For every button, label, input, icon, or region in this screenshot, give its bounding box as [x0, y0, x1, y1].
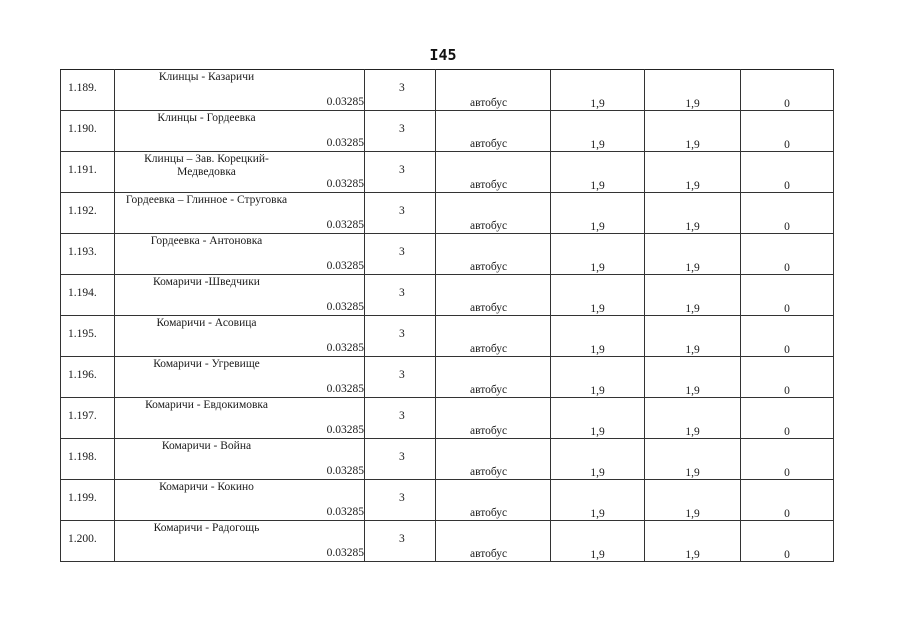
price-cell [298, 357, 365, 398]
class-value: 3 [399, 287, 405, 299]
row-number-cell [61, 439, 115, 480]
vehicle-type-cell [436, 152, 551, 193]
class-cell [365, 521, 436, 562]
price-cell [298, 70, 365, 111]
value-3: 0 [784, 262, 790, 274]
value-2: 1,9 [685, 262, 700, 274]
value-1-cell [551, 439, 645, 480]
route-cell [115, 111, 299, 152]
value-1: 1,9 [590, 262, 605, 274]
row-number-cell [61, 193, 115, 234]
route-cell [115, 234, 299, 275]
route-name: Гордеевка – Глинное - Струговка [125, 194, 288, 206]
value-2-cell [645, 275, 741, 316]
value-2-cell [645, 521, 741, 562]
value-3-cell [741, 193, 834, 234]
value-2-cell [645, 357, 741, 398]
vehicle-type: автобус [470, 97, 508, 109]
value-1-cell [551, 480, 645, 521]
class-value: 3 [399, 328, 405, 340]
value-1: 1,9 [590, 385, 605, 397]
table-row [61, 480, 834, 521]
row-number-cell [61, 521, 115, 562]
route-cell [115, 357, 299, 398]
vehicle-type-cell [436, 193, 551, 234]
value-3: 0 [784, 303, 790, 315]
vehicle-type: автобус [470, 302, 508, 314]
value-1: 1,9 [590, 221, 605, 233]
routes-table [60, 69, 834, 562]
table-row [61, 275, 834, 316]
price-cell [298, 275, 365, 316]
table-row [61, 234, 834, 275]
price-cell [298, 521, 365, 562]
price-value: 0.03285 [326, 219, 364, 231]
value-3-cell [741, 398, 834, 439]
route-name: Клинцы - Гордеевка [157, 112, 256, 124]
route-name: Комаричи -Шведчики [153, 276, 260, 288]
route-cell [115, 439, 299, 480]
value-3-cell [741, 70, 834, 111]
value-1-cell [551, 152, 645, 193]
vehicle-type-cell [436, 70, 551, 111]
price-value: 0.03285 [326, 342, 364, 354]
value-2: 1,9 [685, 426, 700, 438]
table-row [61, 398, 834, 439]
price-value: 0.03285 [326, 383, 364, 395]
vehicle-type: автобус [470, 138, 508, 150]
value-1: 1,9 [590, 344, 605, 356]
routes-table-body [61, 70, 834, 562]
route-name: Комаричи - Евдокимовка [145, 399, 268, 411]
value-1-cell [551, 357, 645, 398]
value-3: 0 [784, 180, 790, 192]
route-name: Комаричи - Асовица [156, 317, 257, 329]
value-2-cell [645, 111, 741, 152]
price-cell [298, 316, 365, 357]
price-value: 0.03285 [326, 137, 364, 149]
value-2-cell [645, 152, 741, 193]
price-value: 0.03285 [326, 465, 364, 477]
row-number: 1.195. [68, 328, 97, 340]
value-3: 0 [784, 344, 790, 356]
value-3: 0 [784, 221, 790, 233]
price-value: 0.03285 [326, 424, 364, 436]
value-1-cell [551, 275, 645, 316]
row-number: 1.199. [68, 492, 97, 504]
value-2: 1,9 [685, 508, 700, 520]
price-value: 0.03285 [326, 301, 364, 313]
row-number: 1.194. [68, 287, 97, 299]
class-value: 3 [399, 82, 405, 94]
price-cell [298, 152, 365, 193]
value-2: 1,9 [685, 98, 700, 110]
row-number: 1.189. [68, 82, 97, 94]
vehicle-type: автобус [470, 384, 508, 396]
value-1: 1,9 [590, 426, 605, 438]
vehicle-type-cell [436, 275, 551, 316]
value-3: 0 [784, 426, 790, 438]
value-3: 0 [784, 139, 790, 151]
vehicle-type-cell [436, 521, 551, 562]
vehicle-type-cell [436, 234, 551, 275]
class-cell [365, 111, 436, 152]
price-value: 0.03285 [326, 547, 364, 559]
row-number: 1.192. [68, 205, 97, 217]
value-2: 1,9 [685, 344, 700, 356]
class-cell [365, 357, 436, 398]
table-row [61, 70, 834, 111]
vehicle-type: автобус [470, 220, 508, 232]
route-cell [115, 193, 299, 234]
value-2: 1,9 [685, 385, 700, 397]
value-1: 1,9 [590, 98, 605, 110]
value-3-cell [741, 275, 834, 316]
table-row [61, 152, 834, 193]
class-value: 3 [399, 123, 405, 135]
vehicle-type-cell [436, 316, 551, 357]
vehicle-type: автобус [470, 179, 508, 191]
vehicle-type-cell [436, 111, 551, 152]
value-1: 1,9 [590, 549, 605, 561]
value-1-cell [551, 111, 645, 152]
row-number-cell [61, 275, 115, 316]
price-cell [298, 398, 365, 439]
route-name: Клинцы – Зав. Корецкий-Медведовка [144, 153, 269, 178]
route-cell [115, 480, 299, 521]
price-value: 0.03285 [326, 260, 364, 272]
class-value: 3 [399, 533, 405, 545]
vehicle-type: автобус [470, 425, 508, 437]
value-3: 0 [784, 549, 790, 561]
value-2-cell [645, 234, 741, 275]
class-value: 3 [399, 246, 405, 258]
price-cell [298, 193, 365, 234]
class-value: 3 [399, 164, 405, 176]
value-2-cell [645, 70, 741, 111]
price-value: 0.03285 [326, 178, 364, 190]
value-3: 0 [784, 385, 790, 397]
table-row [61, 521, 834, 562]
route-cell [115, 152, 299, 193]
table-row [61, 357, 834, 398]
row-number-cell [61, 111, 115, 152]
value-3-cell [741, 357, 834, 398]
value-3-cell [741, 316, 834, 357]
value-1: 1,9 [590, 180, 605, 192]
price-value: 0.03285 [326, 96, 364, 108]
value-1-cell [551, 70, 645, 111]
route-name: Клинцы - Казаричи [158, 71, 255, 83]
route-cell [115, 70, 299, 111]
vehicle-type: автобус [470, 466, 508, 478]
price-value: 0.03285 [326, 506, 364, 518]
value-3-cell [741, 439, 834, 480]
value-2: 1,9 [685, 303, 700, 315]
route-name: Комаричи - Угревище [153, 358, 260, 370]
value-2: 1,9 [685, 180, 700, 192]
vehicle-type-cell [436, 357, 551, 398]
value-1: 1,9 [590, 508, 605, 520]
table-row [61, 193, 834, 234]
row-number-cell [61, 480, 115, 521]
row-number: 1.190. [68, 123, 97, 135]
value-1: 1,9 [590, 467, 605, 479]
price-cell [298, 111, 365, 152]
row-number: 1.197. [68, 410, 97, 422]
value-2-cell [645, 480, 741, 521]
price-cell [298, 439, 365, 480]
value-1-cell [551, 316, 645, 357]
value-3: 0 [784, 98, 790, 110]
value-3-cell [741, 111, 834, 152]
value-3-cell [741, 480, 834, 521]
route-cell [115, 316, 299, 357]
value-2-cell [645, 193, 741, 234]
value-2: 1,9 [685, 221, 700, 233]
value-2: 1,9 [685, 139, 700, 151]
route-cell [115, 398, 299, 439]
value-3-cell [741, 521, 834, 562]
class-cell [365, 398, 436, 439]
class-value: 3 [399, 492, 405, 504]
vehicle-type-cell [436, 398, 551, 439]
table-row [61, 316, 834, 357]
row-number-cell [61, 357, 115, 398]
row-number-cell [61, 398, 115, 439]
row-number-cell [61, 234, 115, 275]
class-cell [365, 152, 436, 193]
row-number-cell [61, 70, 115, 111]
class-cell [365, 234, 436, 275]
value-3-cell [741, 234, 834, 275]
route-cell [115, 275, 299, 316]
vehicle-type-cell [436, 439, 551, 480]
value-2-cell [645, 439, 741, 480]
vehicle-type: автобус [470, 343, 508, 355]
row-number-cell [61, 316, 115, 357]
value-2: 1,9 [685, 467, 700, 479]
table-row [61, 439, 834, 480]
value-1-cell [551, 521, 645, 562]
route-name: Комаричи - Кокино [159, 481, 254, 493]
row-number: 1.191. [68, 164, 97, 176]
route-name: Комаричи - Война [161, 440, 252, 452]
class-value: 3 [399, 369, 405, 381]
vehicle-type: автобус [470, 507, 508, 519]
value-3: 0 [784, 508, 790, 520]
value-3: 0 [784, 467, 790, 479]
value-2-cell [645, 316, 741, 357]
class-cell [365, 193, 436, 234]
value-1-cell [551, 398, 645, 439]
row-number: 1.198. [68, 451, 97, 463]
class-cell [365, 316, 436, 357]
row-number: 1.196. [68, 369, 97, 381]
vehicle-type: автобус [470, 261, 508, 273]
value-1-cell [551, 234, 645, 275]
class-cell [365, 480, 436, 521]
value-3-cell [741, 152, 834, 193]
value-2: 1,9 [685, 549, 700, 561]
class-cell [365, 70, 436, 111]
page-number: I45 [429, 46, 457, 64]
value-2-cell [645, 398, 741, 439]
row-number: 1.200. [68, 533, 97, 545]
price-cell [298, 234, 365, 275]
price-cell [298, 480, 365, 521]
route-cell [115, 521, 299, 562]
class-value: 3 [399, 410, 405, 422]
value-1: 1,9 [590, 303, 605, 315]
class-value: 3 [399, 451, 405, 463]
class-cell [365, 275, 436, 316]
vehicle-type-cell [436, 480, 551, 521]
class-value: 3 [399, 205, 405, 217]
value-1: 1,9 [590, 139, 605, 151]
value-1-cell [551, 193, 645, 234]
vehicle-type: автобус [470, 548, 508, 560]
row-number-cell [61, 152, 115, 193]
route-name: Гордеевка - Антоновка [150, 235, 263, 247]
table-row [61, 111, 834, 152]
row-number: 1.193. [68, 246, 97, 258]
route-name: Комаричи - Радогощь [153, 522, 260, 534]
class-cell [365, 439, 436, 480]
